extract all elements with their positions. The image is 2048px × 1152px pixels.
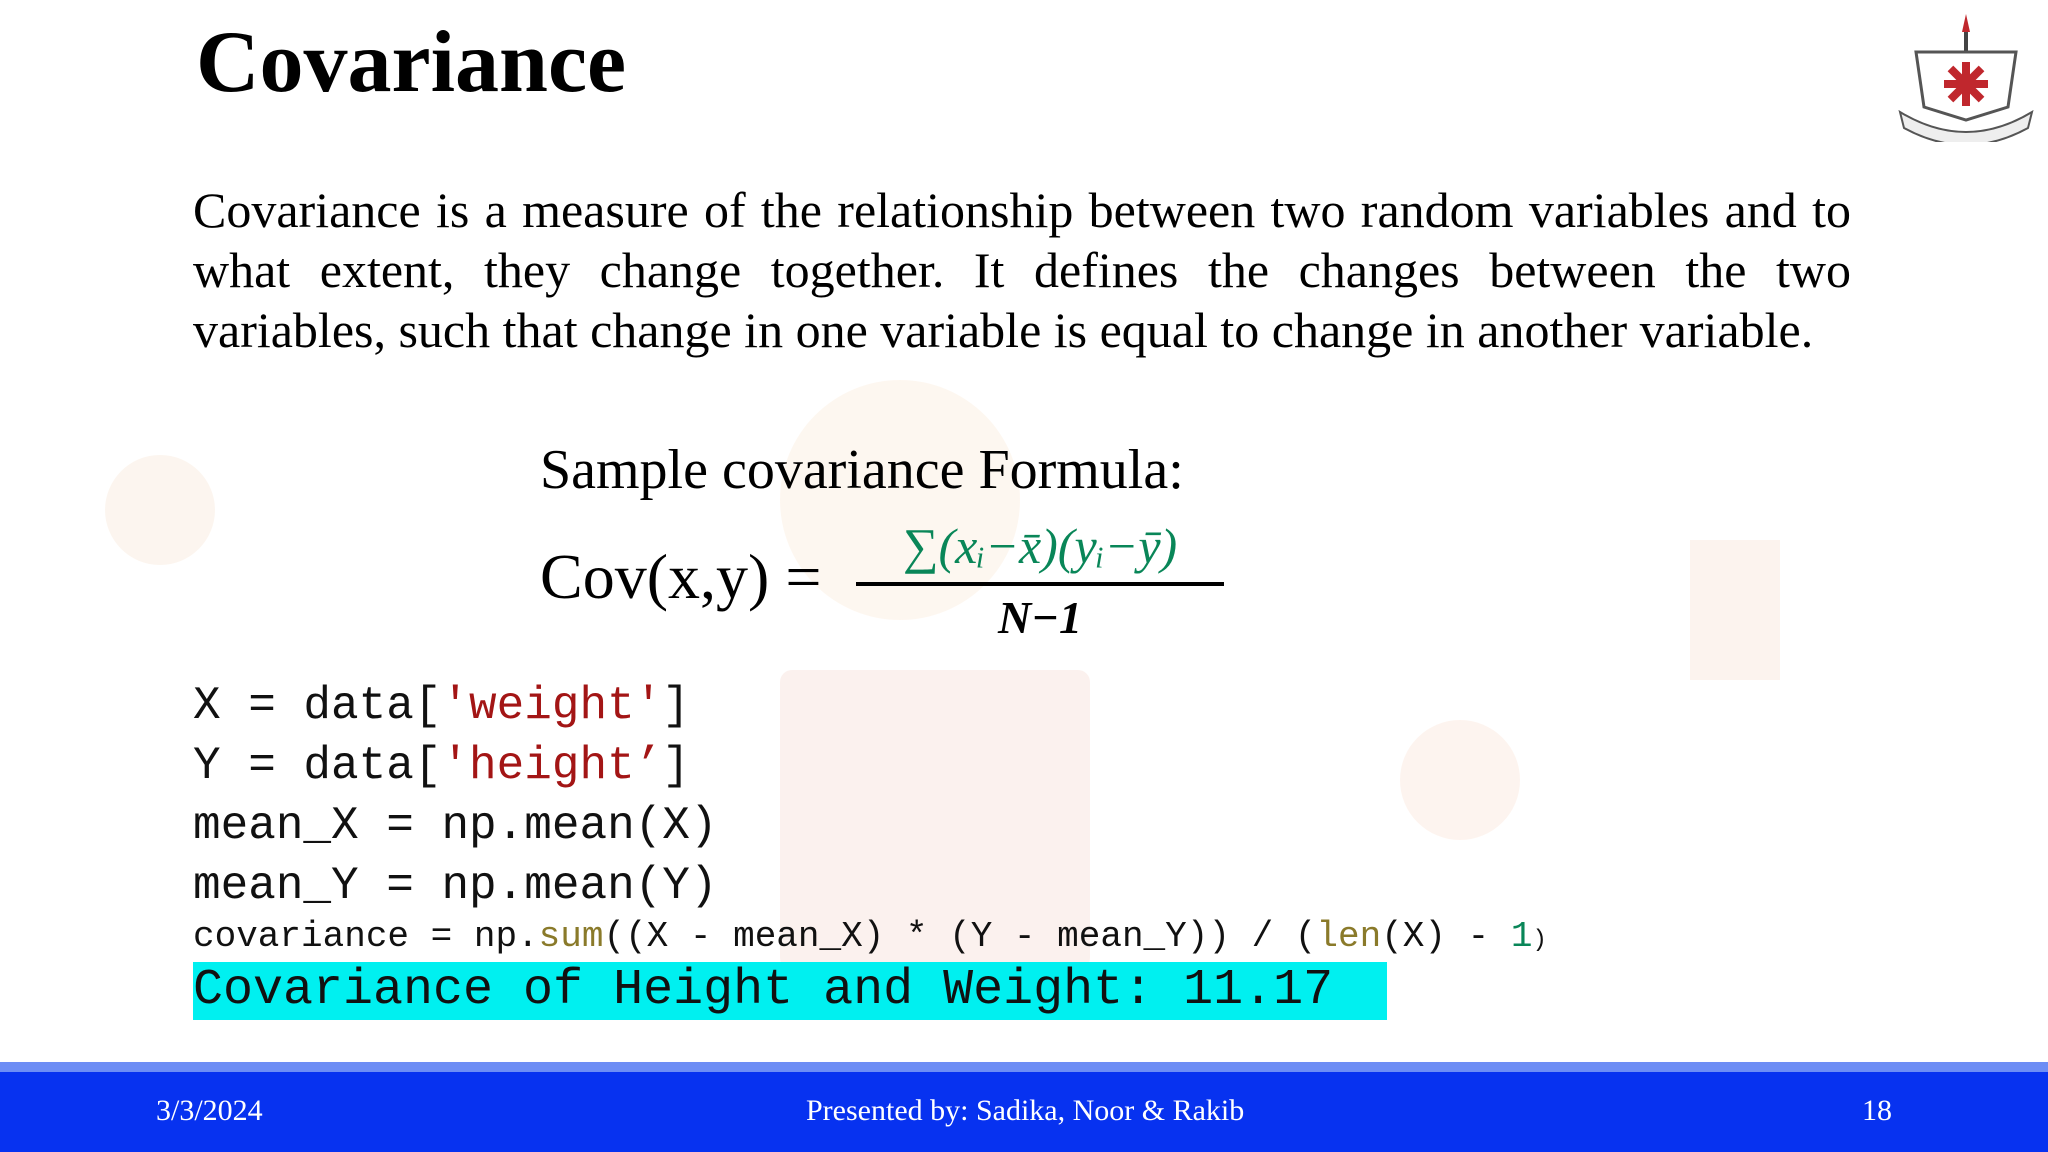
code-text: covariance = np. <box>193 916 539 957</box>
code-builtin: sum <box>538 916 604 957</box>
university-logo <box>1896 12 2036 142</box>
formula-lhs: Cov(x,y) = <box>540 541 822 612</box>
code-line: mean_Y = np.mean(Y) <box>193 860 718 912</box>
code-text: X = data[ <box>193 680 442 732</box>
footer-divider <box>0 1062 2048 1072</box>
code-string: 'height’ <box>441 740 663 792</box>
code-line <box>193 740 690 792</box>
covariance-formula-fraction <box>856 510 1224 650</box>
footer-presenter: Presented by: Sadika, Noor & Rakib <box>806 1094 1245 1127</box>
code-string: 'weight' <box>441 680 663 732</box>
formula-label: Sample covariance Formula: <box>540 439 1184 501</box>
footer-date: 3/3/2024 <box>156 1094 263 1127</box>
formula-denominator: N−1 <box>997 592 1083 643</box>
code-builtin: len <box>1316 916 1382 957</box>
code-text: (X) - <box>1381 916 1511 957</box>
code-text: ] <box>662 680 690 732</box>
code-line <box>193 680 690 732</box>
footer-page-number: 18 <box>1862 1094 1892 1127</box>
code-text: ] <box>662 740 690 792</box>
code-text: ((X - mean_X) * (Y - mean_Y)) / ( <box>603 916 1317 957</box>
code-number: 1 <box>1510 916 1533 957</box>
definition-paragraph: Covariance is a measure of the relationship between two random variables and to what extent, they change together. It defines the changes between the two variables, such that change in one variable is equal to change in another variable. <box>193 182 1851 358</box>
slide-footer <box>0 1072 2048 1152</box>
formula-numerator: ∑(xᵢ−x̄)(yᵢ−ȳ) <box>902 518 1178 574</box>
code-line <box>193 916 1547 957</box>
code-line: mean_X = np.mean(X) <box>193 800 718 852</box>
code-output: Covariance of Height and Weight: 11.17 <box>193 962 1387 1020</box>
slide-title: Covariance <box>196 14 627 111</box>
code-text: ) <box>1532 927 1547 954</box>
code-text: Y = data[ <box>193 740 442 792</box>
